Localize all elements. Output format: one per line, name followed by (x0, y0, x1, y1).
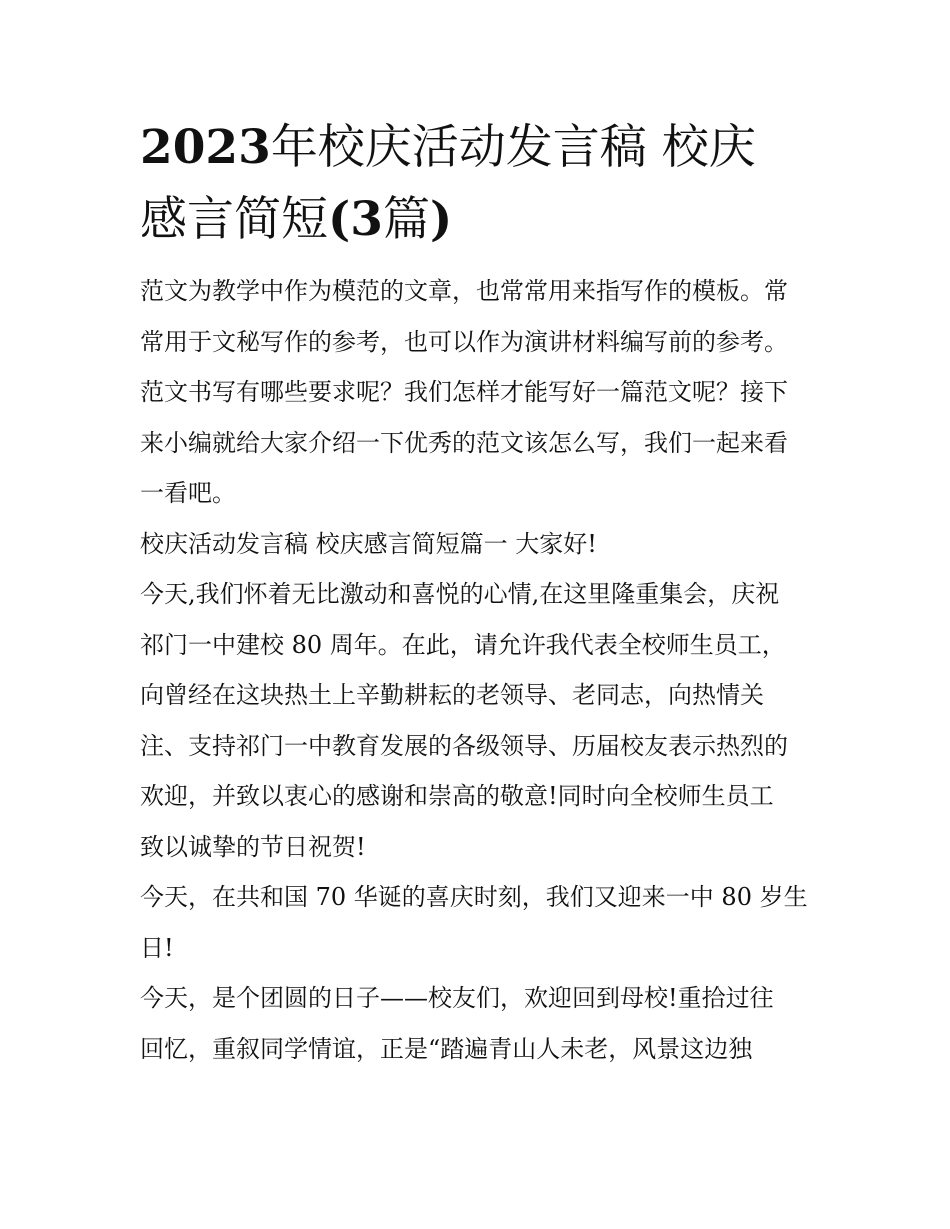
body-line: 致以诚挚的节日祝贺! (140, 832, 366, 861)
document-title (140, 112, 812, 256)
title-text-2: 感言简短 (140, 192, 328, 247)
body-line: 欢迎，并致以衷心的感谢和崇高的敬意!同时向全校师生员工 (140, 782, 774, 810)
document-page (140, 112, 812, 1074)
body-line: 范文为教学中作为模范的文章，也常常用来指写作的模板。常 (140, 277, 788, 305)
title-line-1 (140, 112, 812, 184)
body-line: 范文书写有哪些要求呢？我们怎样才能写好一篇范文呢？接下 (140, 378, 788, 406)
body-line: 今天，是个团圆的日子——校友们，欢迎回到母校!重拾过往 (140, 984, 774, 1012)
title-year: 2023 (140, 120, 271, 175)
body-line: 一看吧。 (140, 479, 236, 507)
title-line-2 (140, 184, 812, 256)
body-line: 常用于文秘写作的参考，也可以作为演讲材料编写前的参考。 (140, 327, 788, 356)
body-line: 注、支持祁门一中教育发展的各级领导、历届校友表示热烈的 (140, 731, 788, 760)
body-line: 今天,我们怀着无比激动和喜悦的心情,在这里隆重集会，庆祝 (140, 580, 780, 608)
title-text-1: 年校庆活动发言稿 校庆 (270, 120, 756, 175)
body-line: 回忆，重叙同学情谊，正是“踏遍青山人未老，风景这边独 (140, 1034, 753, 1063)
section-heading-line: 校庆活动发言稿 校庆感言简短篇一 大家好! (140, 529, 597, 558)
body-line: 日! (140, 933, 174, 962)
body-line: 来小编就给大家介绍一下优秀的范文该怎么写，我们一起来看 (140, 428, 788, 457)
document-body (140, 266, 812, 1074)
body-line: 向曾经在这块热土上辛勤耕耘的老领导、老同志，向热情关 (140, 681, 764, 709)
title-count-unit: 篇 (382, 192, 430, 247)
body-line: 祁门一中建校 80 周年。在此，请允许我代表全校师生员工， (140, 630, 786, 659)
body-line: 今天，在共和国 70 华诞的喜庆时刻，我们又迎来一中 80 岁生 (140, 883, 808, 911)
title-count-close: ) (429, 192, 453, 247)
title-count-open: (3 (328, 192, 383, 247)
